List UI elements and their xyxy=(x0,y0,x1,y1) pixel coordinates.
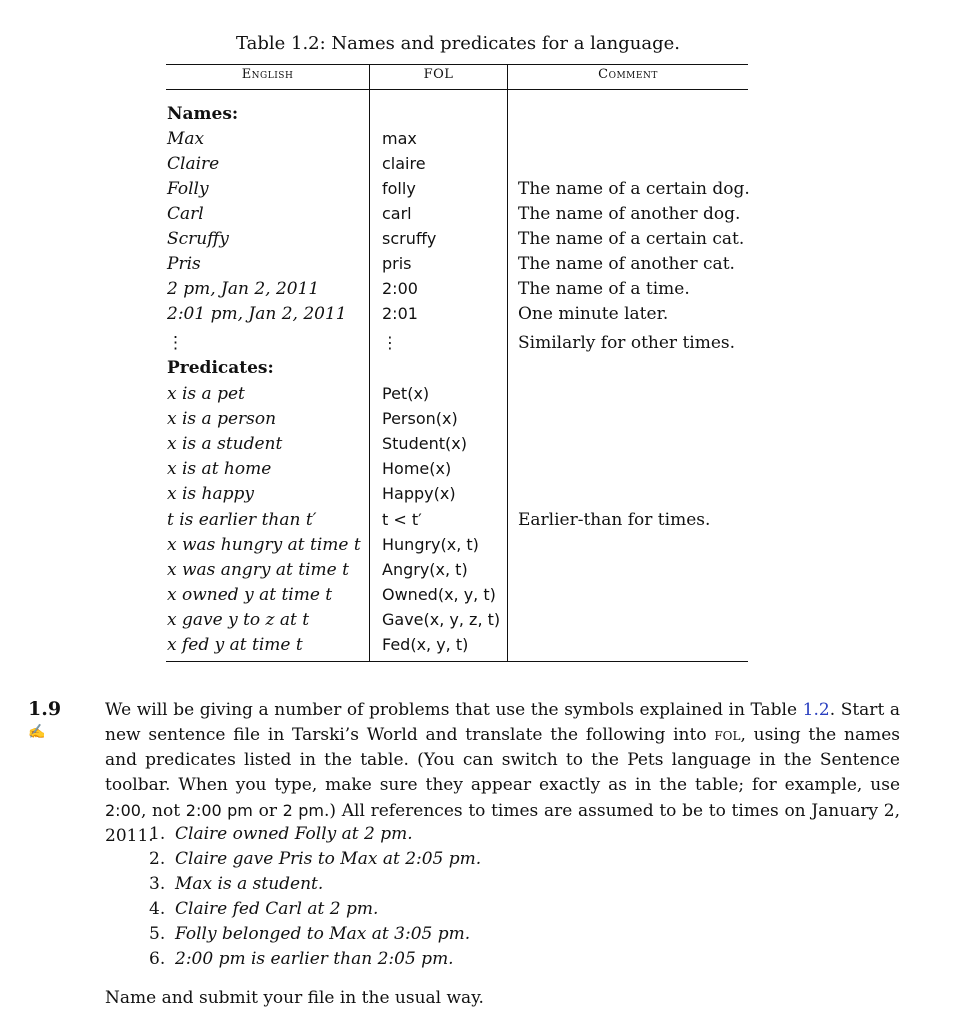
table-cell-fol: pris xyxy=(382,254,412,273)
table-cell-fol: Home(x) xyxy=(382,459,452,479)
table-cell-comment: Similarly for other times. xyxy=(518,333,736,353)
table-cell-comment: Earlier-than for times. xyxy=(518,509,711,530)
code-2-pm: 2 pm xyxy=(282,801,324,820)
table-cell-english: 2 pm, Jan 2, 2011 xyxy=(167,279,320,299)
table-top-rule xyxy=(166,64,748,65)
header-fol: FOL xyxy=(423,67,454,82)
table-cell-fol: max xyxy=(382,129,417,148)
table-cell-english: t is earlier than t′ xyxy=(167,509,317,530)
table-cell-fol: Gave(x, y, z, t) xyxy=(382,609,501,629)
table-cell-english: x gave y to z at t xyxy=(167,609,310,630)
closing-text: Name and submit your file in the usual way. xyxy=(105,988,484,1008)
header-english: English xyxy=(241,67,294,82)
table-cell-fol: scruffy xyxy=(382,229,437,248)
table-cell-fol: Happy(x) xyxy=(382,484,456,504)
list-item: 4. Claire fed Carl at 2 pm. xyxy=(149,899,379,919)
code-2-00-pm: 2:00 pm xyxy=(185,801,253,820)
table-cell-fol: 2:01 xyxy=(382,304,418,323)
table-cell-fol: Fed(x, y, t) xyxy=(382,635,469,654)
table-cell-fol: carl xyxy=(382,204,412,223)
table-cell-comment: The name of another dog. xyxy=(518,204,741,224)
fol-term: fol xyxy=(714,725,741,745)
table-cell-comment: The name of another cat. xyxy=(518,254,735,274)
table-cell-english: Carl xyxy=(167,204,204,224)
table-cell-english: x fed y at time t xyxy=(167,635,303,655)
table-cell-english: Pris xyxy=(167,254,201,274)
table-cell-english: x was hungry at time t xyxy=(167,534,361,555)
exercise-item-list xyxy=(149,822,481,972)
table-cell-fol: Angry(x, t) xyxy=(382,559,468,579)
names-heading: Names: xyxy=(167,104,239,124)
table-reference-link[interactable]: 1.2 xyxy=(802,700,830,720)
code-2-00: 2:00 xyxy=(105,801,141,820)
column-divider-1 xyxy=(369,64,370,662)
list-item: 5. Folly belonged to Max at 3:05 pm. xyxy=(149,924,471,944)
table-cell-fol: Pet(x) xyxy=(382,384,430,403)
exercise-number: 1.9 xyxy=(28,698,62,720)
predicates-heading: Predicates: xyxy=(167,358,274,378)
list-item: 6. 2:00 pm is earlier than 2:05 pm. xyxy=(149,949,454,969)
table-cell-english: x is happy xyxy=(167,484,255,505)
table-cell-english: Claire xyxy=(167,154,220,174)
table-cell-comment: The name of a certain cat. xyxy=(518,229,745,249)
table-cell-english: 2:01 pm, Jan 2, 2011 xyxy=(167,304,347,324)
table-cell-fol: Person(x) xyxy=(382,409,458,429)
table-cell-fol: ⋮ xyxy=(382,333,398,352)
list-item: 3. Max is a student. xyxy=(149,874,324,894)
table-cell-english: ⋮ xyxy=(167,333,184,353)
table-bottom-rule xyxy=(166,661,748,662)
table-cell-english: x is a person xyxy=(167,409,277,430)
table-cell-fol: t < t′ xyxy=(382,509,422,529)
table-cell-fol: folly xyxy=(382,179,416,198)
table-cell-fol: 2:00 xyxy=(382,279,418,298)
table-cell-english: x owned y at time t xyxy=(167,584,333,605)
table-cell-english: x was angry at time t xyxy=(167,559,349,580)
table-cell-english: x is at home xyxy=(167,459,272,480)
table-cell-comment: One minute later. xyxy=(518,304,669,324)
table-cell-fol: Hungry(x, t) xyxy=(382,534,479,554)
exercise-paragraph: We will be giving a number of problems that use the symbols explained in Table 1.2. Start a new sentence file in Tarski’s World and translate the following into fol, using the names and predicates listed in the table. (You can switch to the Pets language in the Sentence toolbar. When you type, make sure they appear exactly as in the table; for example, use 2:00, not 2:00 pm or 2 pm.) All references to times are assumed to be to times on January 2, 2011. xyxy=(105,700,900,846)
pencil-icon: ✍ xyxy=(28,724,46,740)
table-cell-fol: claire xyxy=(382,154,426,173)
table-header-rule xyxy=(166,89,748,90)
header-comment: Comment xyxy=(598,67,658,82)
table-caption: Table 1.2: Names and predicates for a language. xyxy=(236,33,680,54)
table-cell-english: Max xyxy=(167,129,205,149)
list-item: 2. Claire gave Pris to Max at 2:05 pm. xyxy=(149,849,482,869)
table-cell-comment: The name of a time. xyxy=(518,279,690,299)
table-cell-english: x is a student xyxy=(167,434,283,455)
column-divider-2 xyxy=(507,64,508,662)
table-cell-comment: The name of a certain dog. xyxy=(518,179,750,199)
table-cell-fol: Owned(x, y, t) xyxy=(382,584,496,604)
list-item: 1. Claire owned Folly at 2 pm. xyxy=(149,824,413,844)
table-cell-english: Scruffy xyxy=(167,229,229,249)
table-cell-english: Folly xyxy=(167,179,209,199)
table-cell-fol: Student(x) xyxy=(382,434,467,454)
table-cell-english: x is a pet xyxy=(167,384,245,404)
